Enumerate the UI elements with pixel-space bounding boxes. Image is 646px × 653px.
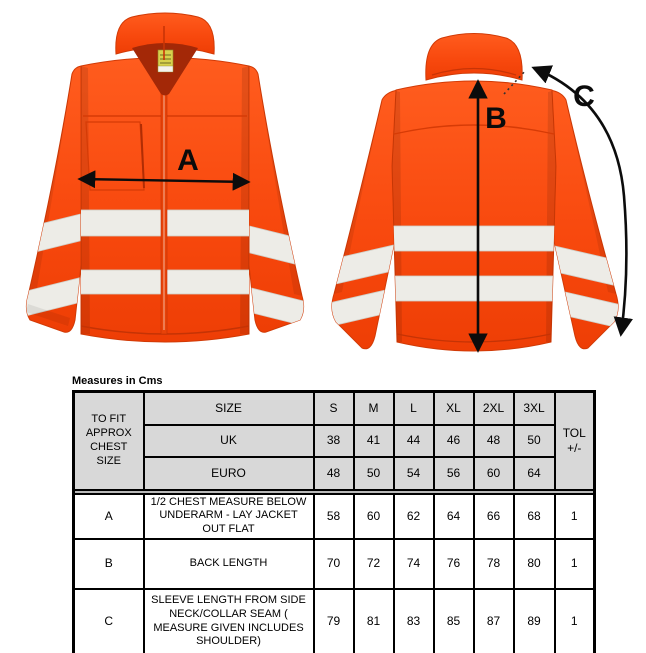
size-cell: L (394, 392, 434, 425)
measure-value: 72 (354, 539, 394, 589)
measure-row-b (74, 539, 595, 589)
uk-cell: 41 (354, 425, 394, 457)
size-row-label: SIZE (144, 392, 314, 425)
size-cell: 2XL (474, 392, 514, 425)
uk-cell: 48 (474, 425, 514, 457)
measure-label-b: B (485, 102, 507, 135)
size-cell: M (354, 392, 394, 425)
header-row-uk (74, 425, 595, 457)
uk-cell: 44 (394, 425, 434, 457)
euro-cell: 60 (474, 457, 514, 490)
measure-value: 81 (354, 589, 394, 653)
measure-description: 1/2 CHEST MEASURE BELOW UNDERARM - LAY JACKET OUT FLAT (144, 494, 314, 539)
uk-cell: 50 (514, 425, 555, 457)
measure-value: 70 (314, 539, 354, 589)
size-cell: 3XL (514, 392, 555, 425)
measure-value: 79 (314, 589, 354, 653)
jacket-back-graphic (324, 6, 640, 378)
measure-value: 78 (474, 539, 514, 589)
measures-note: Measures in Cms (72, 375, 163, 387)
header-row-euro (74, 457, 595, 490)
tolerance-header-cell (555, 392, 595, 490)
measure-value: 85 (434, 589, 474, 653)
measure-value: 76 (434, 539, 474, 589)
measure-value: 64 (434, 494, 474, 539)
size-cell: S (314, 392, 354, 425)
measure-row-a (74, 494, 595, 539)
uk-cell: 38 (314, 425, 354, 457)
measure-value: 68 (514, 494, 555, 539)
euro-cell: 56 (434, 457, 474, 490)
header-row-size (74, 392, 595, 425)
tolerance-value: 1 (555, 539, 595, 589)
measure-description: BACK LENGTH (144, 539, 314, 589)
measure-value: 58 (314, 494, 354, 539)
measure-value: 89 (514, 589, 555, 653)
jacket-front-figure (20, 4, 322, 375)
size-table (72, 390, 596, 653)
measure-label-c: C (573, 80, 595, 113)
measure-key: C (74, 589, 144, 653)
neck-label (158, 50, 173, 72)
measure-value: 60 (354, 494, 394, 539)
measure-value: 74 (394, 539, 434, 589)
uk-row-label: UK (144, 425, 314, 457)
uk-cell: 46 (434, 425, 474, 457)
corner-header-cell: TO FIT APPROX CHEST SIZE (74, 392, 144, 490)
euro-cell: 50 (354, 457, 394, 490)
euro-row-label: EURO (144, 457, 314, 490)
tolerance-value: 1 (555, 494, 595, 539)
measure-value: 80 (514, 539, 555, 589)
euro-cell: 64 (514, 457, 555, 490)
measure-row-c (74, 589, 595, 653)
euro-cell: 54 (394, 457, 434, 490)
back-torso (392, 81, 556, 351)
measure-value: 66 (474, 494, 514, 539)
measure-value: 83 (394, 589, 434, 653)
tolerance-value: 1 (555, 589, 595, 653)
size-cell: XL (434, 392, 474, 425)
tolerance-label: TOL (562, 425, 586, 440)
euro-cell: 48 (314, 457, 354, 490)
tolerance-sign: +/- (567, 440, 582, 455)
measure-description: SLEEVE LENGTH FROM SIDE NECK/COLLAR SEAM ( MEASURE GIVEN INCLUDES SHOULDER) (144, 589, 314, 653)
jacket-back-figure (324, 6, 640, 383)
measure-value: 87 (474, 589, 514, 653)
measure-value: 62 (394, 494, 434, 539)
measure-key: B (74, 539, 144, 589)
measure-label-a: A (177, 144, 199, 177)
jacket-front-graphic (20, 4, 322, 370)
measure-key: A (74, 494, 144, 539)
